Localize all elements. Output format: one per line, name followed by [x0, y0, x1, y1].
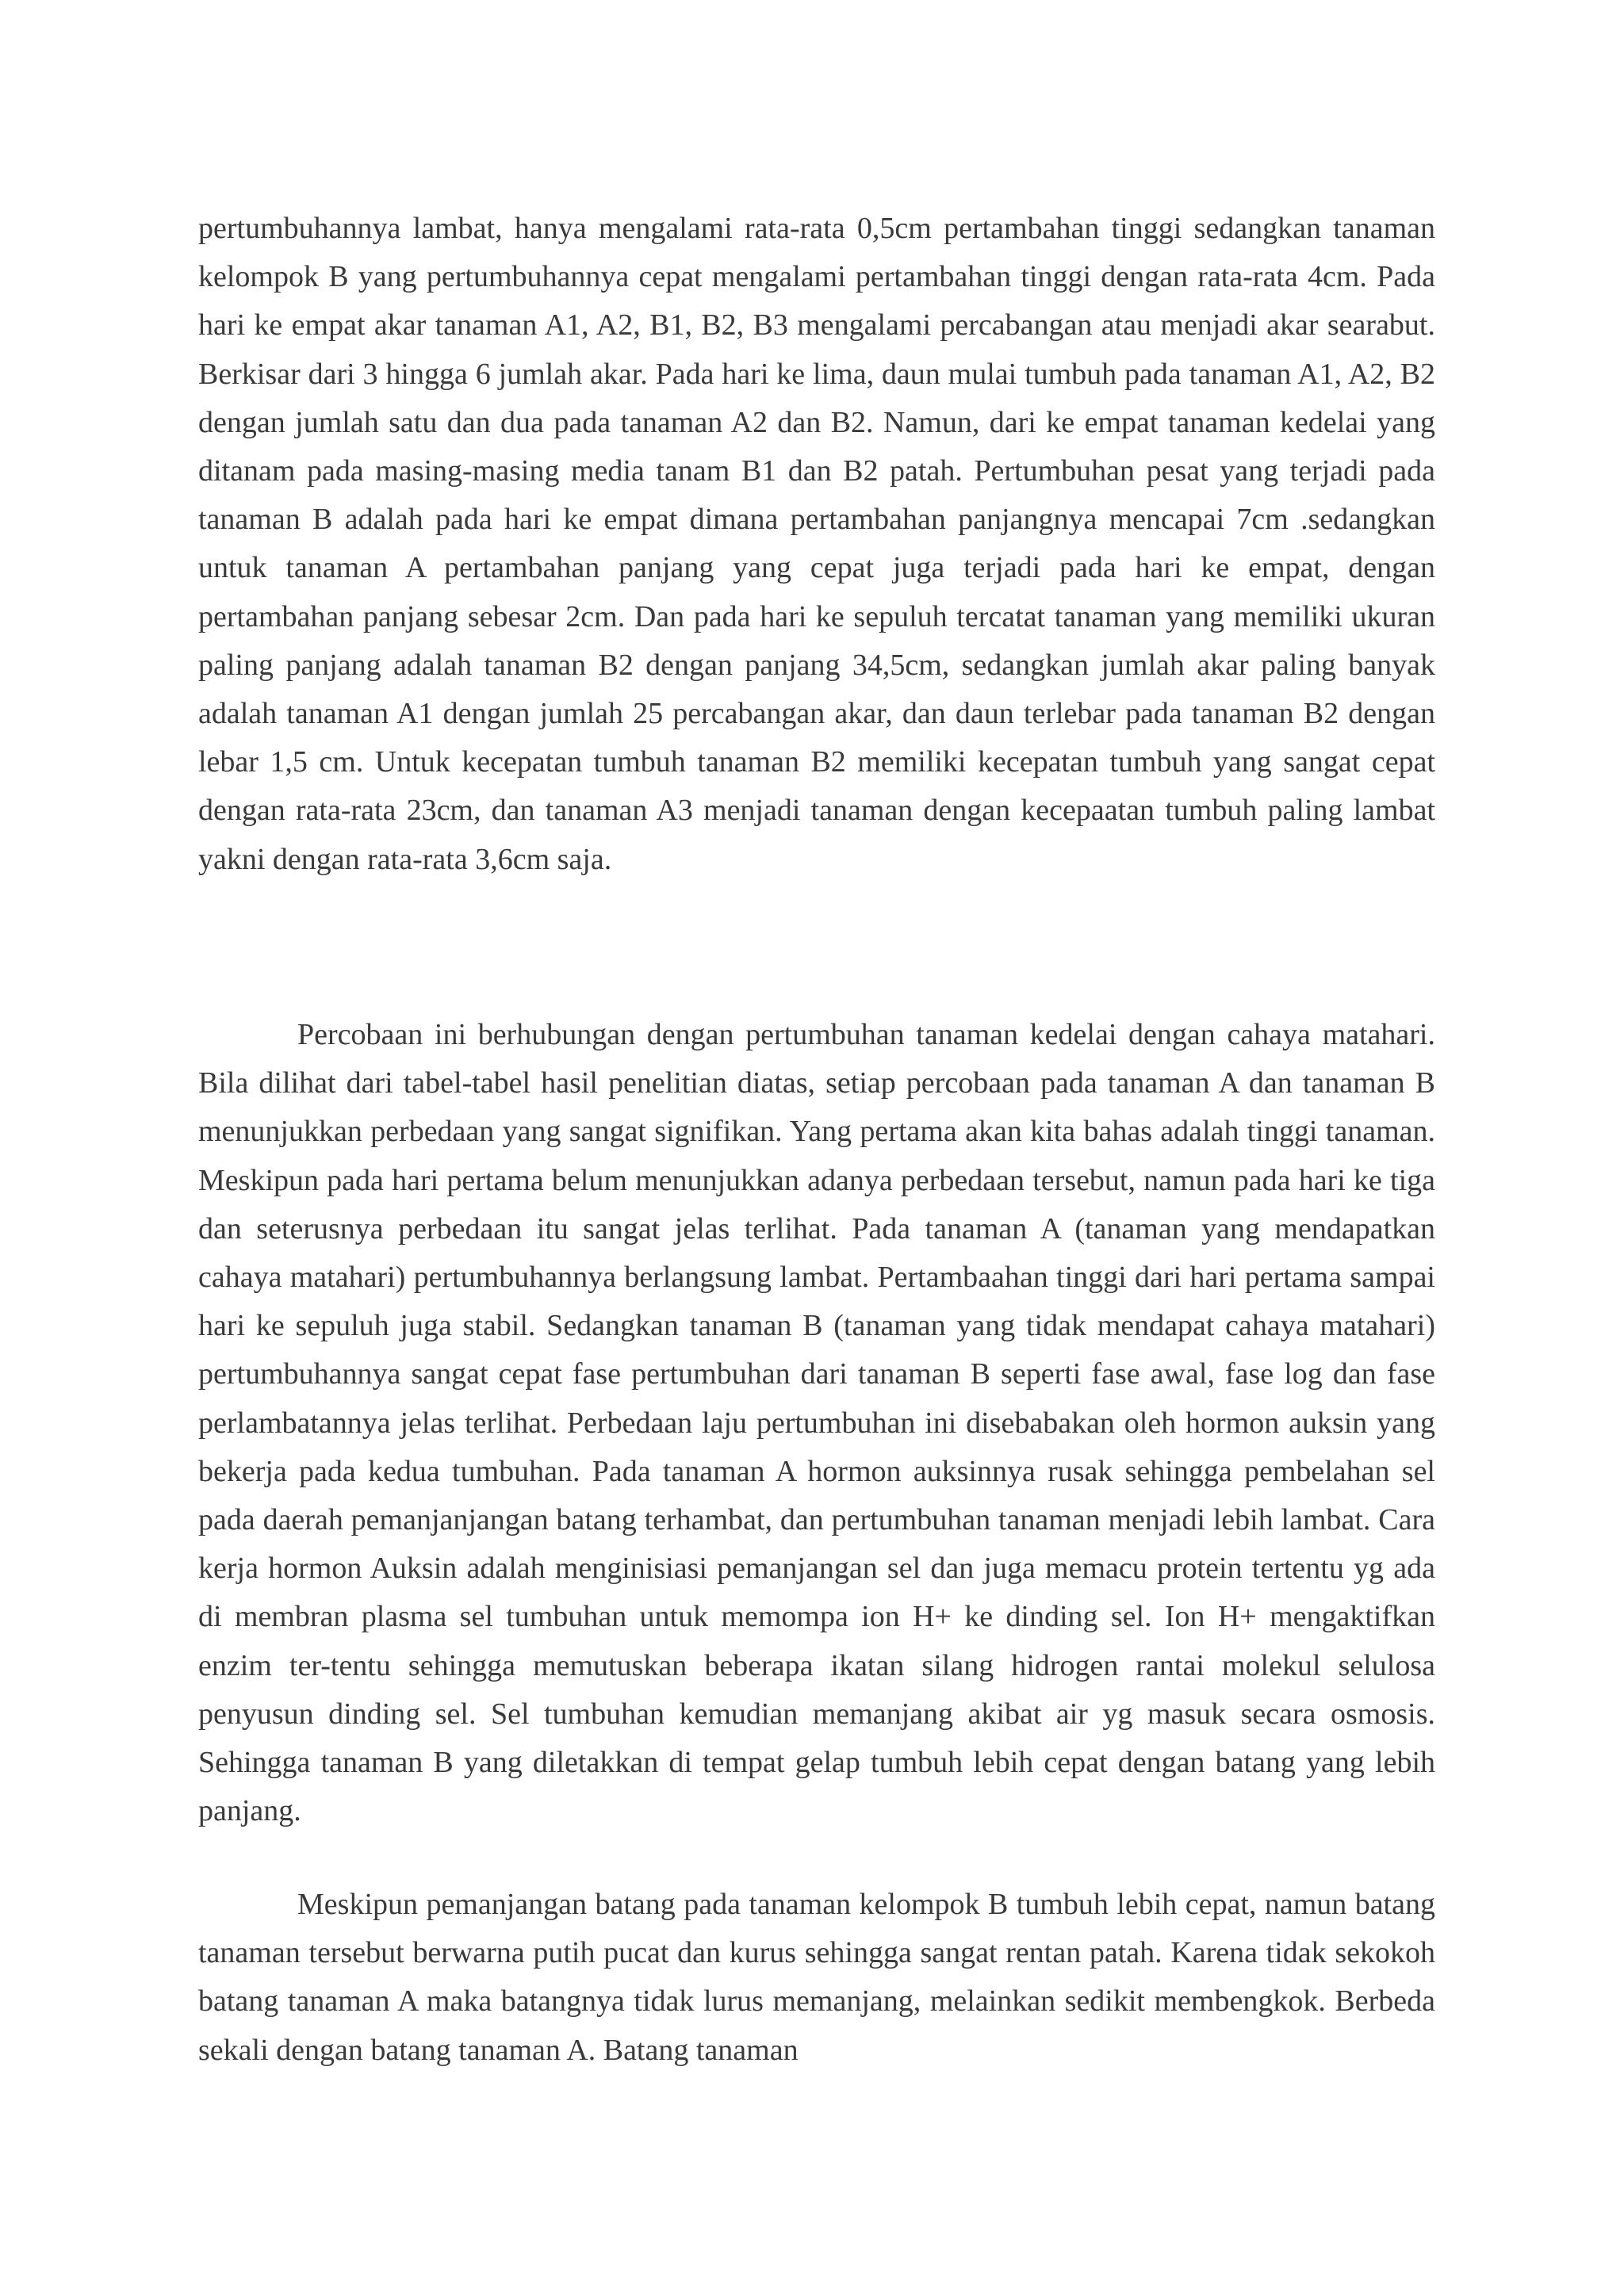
paragraph-text: pertumbuhannya lambat, hanya mengalami rata-rata 0,5cm pertambahan tinggi sedangkan tanaman kelompok B yang pertumbuhannya cepat mengalami pertambahan tinggi dengan rata-rata 4cm. Pada hari ke empat akar tanaman A1, A2, B1, B2, B3 mengalami percabangan atau menjadi akar searabut. Berkisar dari 3 hingga 6 jumlah akar. Pada hari ke lima, daun mulai tumbuh pada tanaman A1, A2, B2 dengan jumlah satu dan dua pada tanaman A2 dan B2. Namun, dari ke empat tanaman kedelai yang ditanam pada masing-masing media tanam B1 dan B2 patah. Pertumbuhan pesat yang terjadi pada tanaman B adalah pada hari ke empat dimana pertambahan panjangnya mencapai 7cm .sedangkan untuk tanaman A pertambahan panjang yang cepat juga terjadi pada hari ke empat, dengan pertambahan panjang sebesar 2cm. Dan pada hari ke sepuluh tercatat tanaman yang memiliki ukuran paling panjang adalah tanaman B2 dengan panjang 34,5cm, sedangkan jumlah akar paling banyak adalah tanaman A1 dengan jumlah 25 percabangan akar, dan daun terlebar pada tanaman B2 dengan lebar 1,5 cm. Untuk kecepatan tumbuh tanaman B2 memiliki kecepatan tumbuh yang sangat cepat dengan rata-rata 23cm, dan tanaman A3 menjadi tanaman dengan kecepaatan tumbuh paling lambat yakni dengan rata-rata 3,6cm saja. [198, 212, 1435, 876]
paragraph-text: Meskipun pemanjangan batang pada tanaman kelompok B tumbuh lebih cepat, namun batang tanaman tersebut berwarna putih pucat dan kurus sehingga sangat rentan patah. Karena tidak sekokoh batang tanaman A maka batangnya tidak lurus memanjang, melainkan sedikit membengkok. Berbeda sekali dengan batang tanaman A. Batang tanaman [198, 1888, 1435, 2067]
body-paragraph [198, 205, 1435, 884]
body-paragraph [198, 1011, 1435, 1835]
body-paragraph [198, 1881, 1435, 2075]
paragraph-text: Percobaan ini berhubungan dengan pertumbuhan tanaman kedelai dengan cahaya matahari. Bila dilihat dari tabel-tabel hasil penelitian diatas, setiap percobaan pada tanaman A dan tanaman B menunjukkan perbedaan yang sangat signifikan. Yang pertama akan kita bahas adalah tinggi tanaman. Meskipun pada hari pertama belum menunjukkan adanya perbedaan tersebut, namun pada hari ke tiga dan seterusnya perbedaan itu sangat jelas terlihat. Pada tanaman A (tanaman yang mendapatkan cahaya matahari) pertumbuhannya berlangsung lambat. Pertambaahan tinggi dari hari pertama sampai hari ke sepuluh juga stabil. Sedangkan tanaman B (tanaman yang tidak mendapat cahaya matahari) pertumbuhannya sangat cepat fase pertumbuhan dari tanaman B seperti fase awal, fase log dan fase perlambatannya jelas terlihat. Perbedaan laju pertumbuhan ini disebabakan oleh hormon auksin yang bekerja pada kedua tumbuhan. Pada tanaman A hormon auksinnya rusak sehingga pembelahan sel pada daerah pemanjanjangan batang terhambat, dan pertumbuhan tanaman menjadi lebih lambat. Cara kerja hormon Auksin adalah menginisiasi pemanjangan sel dan juga memacu protein tertentu yg ada di membran plasma sel tumbuhan untuk memompa ion H+ ke dinding sel. Ion H+ mengaktifkan enzim ter-tentu sehingga memutuskan beberapa ikatan silang hidrogen rantai molekul selulosa penyusun dinding sel. Sel tumbuhan kemudian memanjang akibat air yg masuk secara osmosis. Sehingga tanaman B yang diletakkan di tempat gelap tumbuh lebih cepat dengan batang yang lebih panjang. [198, 1018, 1435, 1828]
